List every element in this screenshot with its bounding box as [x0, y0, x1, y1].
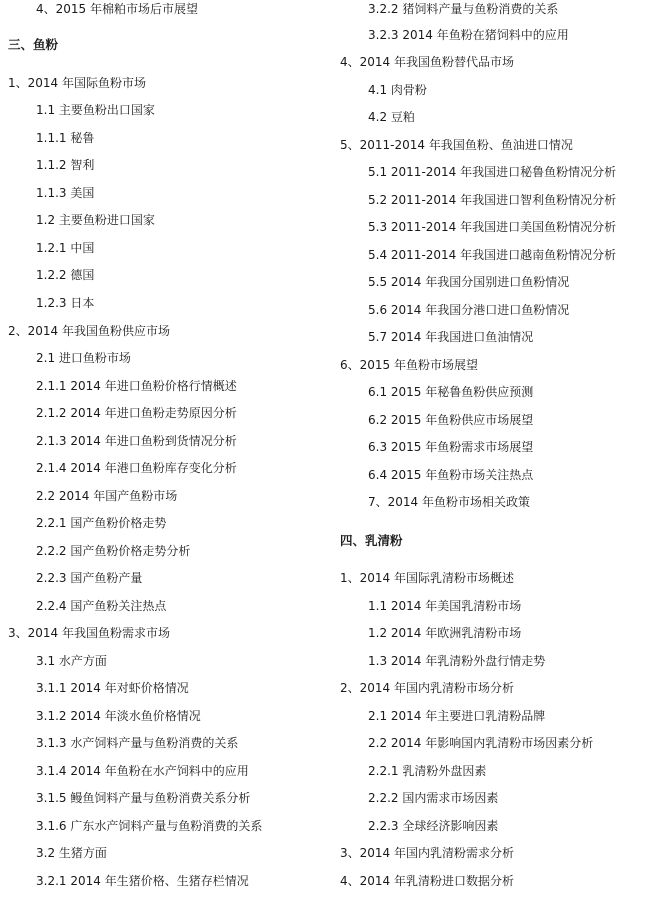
toc-entry: 2.1.3 2014 年进口鱼粉到货情况分析 — [36, 434, 237, 448]
toc-entry: 6.4 2015 年鱼粉市场关注热点 — [368, 468, 534, 482]
toc-entry: 1.2 2014 年欧洲乳清粉市场 — [368, 626, 522, 640]
toc-entry: 2.2.2 国内需求市场因素 — [368, 791, 499, 805]
toc-entry: 1.2.1 中国 — [36, 241, 95, 255]
toc-entry: 6、2015 年鱼粉市场展望 — [340, 358, 478, 372]
section-heading: 三、鱼粉 — [8, 37, 59, 52]
toc-entry: 3.2.3 2014 年鱼粉在猪饲料中的应用 — [368, 28, 569, 42]
toc-entry: 2.2.1 国产鱼粉价格走势 — [36, 516, 167, 530]
toc-entry: 6.3 2015 年鱼粉需求市场展望 — [368, 440, 534, 454]
toc-entry: 1.2 主要鱼粉进口国家 — [36, 213, 155, 227]
toc-entry: 6.2 2015 年鱼粉供应市场展望 — [368, 413, 534, 427]
toc-entry: 1.1.1 秘鲁 — [36, 131, 95, 145]
toc-entry: 5.6 2014 年我国分港口进口鱼粉情况 — [368, 303, 570, 317]
toc-entry: 3.1 水产方面 — [36, 654, 107, 668]
toc-entry: 2.1.4 2014 年港口鱼粉库存变化分析 — [36, 461, 237, 475]
toc-entry: 3.1.2 2014 年淡水鱼价格情况 — [36, 709, 201, 723]
toc-entry: 5、2011-2014 年我国鱼粉、鱼油进口情况 — [340, 138, 573, 152]
toc-entry: 5.1 2011-2014 年我国进口秘鲁鱼粉情况分析 — [368, 165, 617, 179]
toc-entry: 3.2.1 2014 年生猪价格、生猪存栏情况 — [36, 874, 249, 888]
toc-entry: 3.2 生猪方面 — [36, 846, 107, 860]
toc-entry: 1.1 2014 年美国乳清粉市场 — [368, 599, 522, 613]
toc-entry: 4、2015 年棉粕市场后市展望 — [36, 2, 198, 16]
toc-entry: 3.2.2 猪饲料产量与鱼粉消费的关系 — [368, 2, 559, 16]
toc-entry: 7、2014 年鱼粉市场相关政策 — [368, 495, 530, 509]
toc-entry: 2.2.3 国产鱼粉产量 — [36, 571, 143, 585]
toc-entry: 2.1 进口鱼粉市场 — [36, 351, 131, 365]
toc-entry: 2.2 2014 年影响国内乳清粉市场因素分析 — [368, 736, 594, 750]
toc-entry: 4.1 肉骨粉 — [368, 83, 427, 97]
toc-entry: 2.2.1 乳清粉外盘因素 — [368, 764, 487, 778]
toc-entry: 2.1 2014 年主要进口乳清粉品牌 — [368, 709, 546, 723]
toc-entry: 1.3 2014 年乳清粉外盘行情走势 — [368, 654, 546, 668]
toc-entry: 1.1.3 美国 — [36, 186, 95, 200]
toc-entry: 5.3 2011-2014 年我国进口美国鱼粉情况分析 — [368, 220, 617, 234]
toc-entry: 3.1.1 2014 年对虾价格情况 — [36, 681, 189, 695]
toc-entry: 3.1.5 鳗鱼饲料产量与鱼粉消费关系分析 — [36, 791, 251, 805]
toc-entry: 4、2014 年我国鱼粉替代品市场 — [340, 55, 514, 69]
toc-entry: 3.1.3 水产饲料产量与鱼粉消费的关系 — [36, 736, 239, 750]
toc-entry: 1.1 主要鱼粉出口国家 — [36, 103, 155, 117]
toc-entry: 3、2014 年我国鱼粉需求市场 — [8, 626, 170, 640]
toc-entry: 1.2.3 日本 — [36, 296, 95, 310]
toc-entry: 2.2 2014 年国产鱼粉市场 — [36, 489, 178, 503]
toc-entry: 2、2014 年我国鱼粉供应市场 — [8, 324, 170, 338]
toc-entry: 1、2014 年国际鱼粉市场 — [8, 76, 146, 90]
toc-entry: 5.4 2011-2014 年我国进口越南鱼粉情况分析 — [368, 248, 617, 262]
toc-entry: 2.2.4 国产鱼粉关注热点 — [36, 599, 167, 613]
toc-entry: 5.7 2014 年我国进口鱼油情况 — [368, 330, 534, 344]
toc-entry: 3、2014 年国内乳清粉需求分析 — [340, 846, 514, 860]
toc-entry: 5.5 2014 年我国分国别进口鱼粉情况 — [368, 275, 570, 289]
toc-entry: 1、2014 年国际乳清粉市场概述 — [340, 571, 514, 585]
toc-entry: 1.2.2 德国 — [36, 268, 95, 282]
toc-entry: 4.2 豆粕 — [368, 110, 415, 124]
toc-entry: 1.1.2 智利 — [36, 158, 95, 172]
toc-entry: 3.1.4 2014 年鱼粉在水产饲料中的应用 — [36, 764, 249, 778]
toc-entry: 6.1 2015 年秘鲁鱼粉供应预测 — [368, 385, 534, 399]
toc-entry: 2.1.1 2014 年进口鱼粉价格行情概述 — [36, 379, 237, 393]
section-heading: 四、乳清粉 — [340, 533, 403, 548]
toc-entry: 3.1.6 广东水产饲料产量与鱼粉消费的关系 — [36, 819, 263, 833]
toc-entry: 2.2.2 国产鱼粉价格走势分析 — [36, 544, 191, 558]
toc-entry: 2.2.3 全球经济影响因素 — [368, 819, 499, 833]
toc-entry: 2、2014 年国内乳清粉市场分析 — [340, 681, 514, 695]
toc-entry: 2.1.2 2014 年进口鱼粉走势原因分析 — [36, 406, 237, 420]
toc-entry: 5.2 2011-2014 年我国进口智利鱼粉情况分析 — [368, 193, 617, 207]
toc-entry: 4、2014 年乳清粉进口数据分析 — [340, 874, 514, 888]
